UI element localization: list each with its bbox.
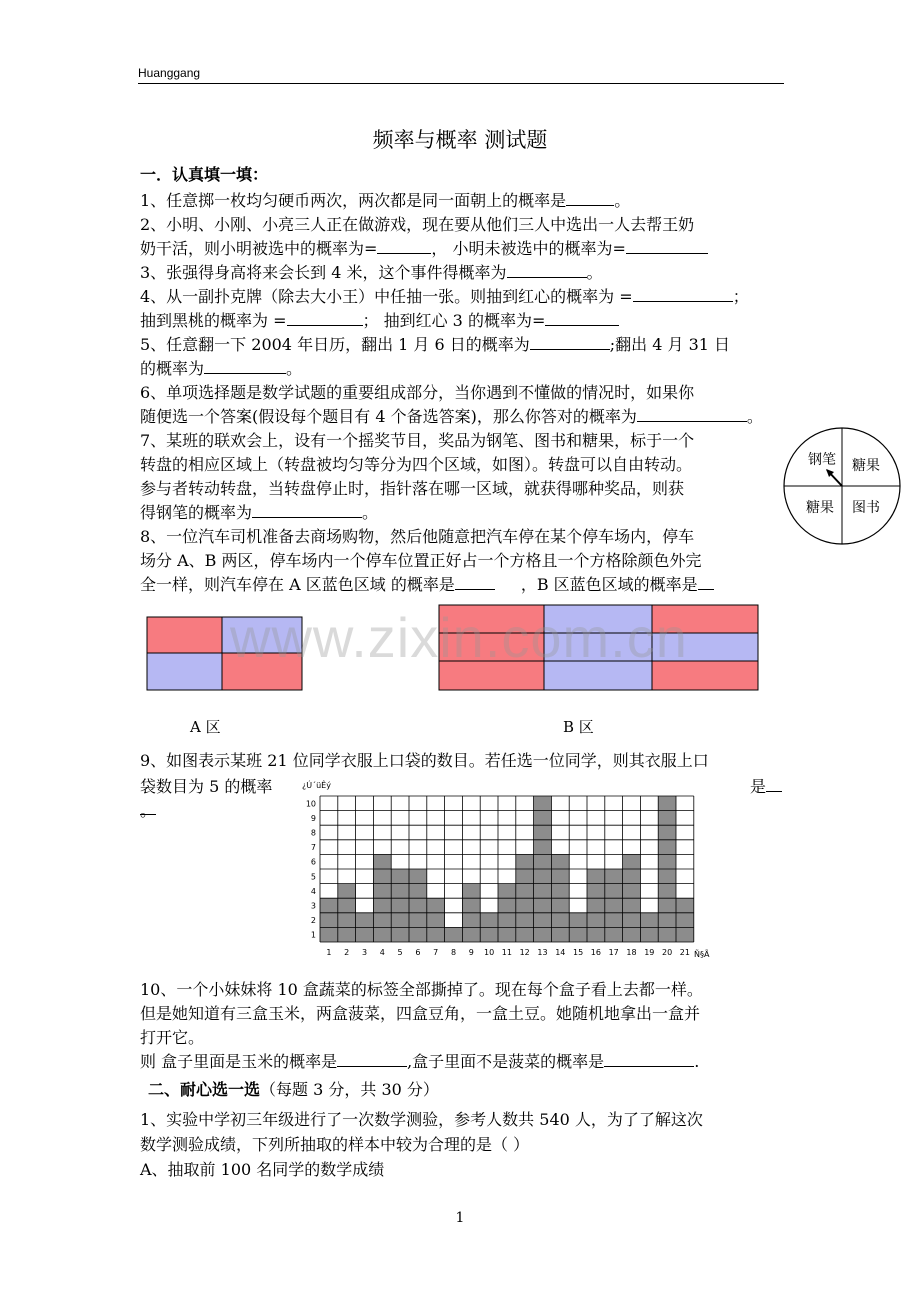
q7-text-b: 。 <box>362 503 379 522</box>
chart-x-tick: 8 <box>450 948 457 957</box>
section-2-title: 二、耐心选一选 <box>148 1080 261 1099</box>
q2-blank-1[interactable] <box>377 237 431 254</box>
chart-bar <box>409 869 427 942</box>
question-7-line-1: 7、某班的联欢会上，设有一个摇奖节目，奖品为钢笔、图书和糖果，标于一个 <box>140 431 695 450</box>
q9-text-b: 是 <box>750 777 767 796</box>
page-title: 频率与概率 测试题 <box>372 128 548 152</box>
spinner-label-candy-2: 糖果 <box>806 500 834 516</box>
question-1 <box>140 188 630 211</box>
chart-x-tick: 11 <box>501 948 512 957</box>
chart-x-tick: 2 <box>344 948 350 957</box>
s2-question-1-line-1: 1、实验中学初三年级进行了一次数学测验，参考人数共 540 人，为了了解这次 <box>140 1110 703 1129</box>
question-9-line-2: 袋数目为 5 的概率 <box>140 777 273 796</box>
question-9-line-2-end <box>750 774 782 797</box>
q9-blank[interactable] <box>766 775 782 792</box>
prize-spinner <box>782 426 904 548</box>
question-5-line-2 <box>140 356 302 379</box>
q10-blank-2[interactable] <box>604 1050 694 1067</box>
watermark: www.zixin.com.cn <box>230 606 688 669</box>
chart-x-tick: 7 <box>433 948 439 957</box>
q2-blank-2[interactable] <box>626 237 708 254</box>
page-header: Huanggang <box>138 66 201 80</box>
chart-x-tick: 3 <box>361 948 368 957</box>
q2-text-a: 奶干活，则小明被选中的概率为= <box>140 239 378 258</box>
question-2-line-1: 2、小明、小刚、小亮三人正在做游戏，现在要从他们三人中选出一人去帮王奶 <box>140 215 695 234</box>
q10-text-b: ,盒子里面不是菠菜的概率是 <box>407 1052 605 1071</box>
chart-y-tick: 3 <box>310 901 316 911</box>
chart-x-tick: 12 <box>519 948 530 957</box>
section-1-heading: 一．认真填一填： <box>140 165 269 184</box>
chart-x-tick: 5 <box>397 948 403 957</box>
chart-y-tick: 6 <box>310 857 316 867</box>
chart-y-ticks <box>306 799 316 939</box>
page-number: 1 <box>455 1210 465 1226</box>
question-9-line-3 <box>140 798 156 820</box>
question-10-line-4 <box>140 1049 699 1072</box>
chart-bar <box>391 869 409 942</box>
header-rule <box>138 83 784 84</box>
q4-text-c: 抽到黑桃的概率为 = <box>140 311 287 330</box>
section-2-heading <box>148 1077 439 1100</box>
question-10-line-1: 10、一个小妹妹将 10 盒蔬菜的标签全部撕掉了。现在每个盒子看上去都一样。 <box>140 980 703 999</box>
chart-x-tick: 20 <box>662 948 673 957</box>
question-8-line-2: 场分 A、B 两区，停车场内一个停车位置正好占一个方格且一个方格除颜色外完 <box>140 551 702 570</box>
q8-blank-2[interactable] <box>698 573 714 590</box>
chart-x-tick: 17 <box>608 948 619 957</box>
question-7-line-3: 参与者转动转盘，当转盘停止时，指针落在哪一区域，就获得哪种奖品，则获 <box>140 479 685 498</box>
q10-text-c: . <box>694 1052 700 1071</box>
chart-bar <box>427 898 445 942</box>
chart-bar <box>587 869 605 942</box>
chart-y-tick: 8 <box>310 828 316 838</box>
question-10-line-3: 打开它。 <box>140 1028 205 1047</box>
q8-text-b: ，B 区蓝色区域的概率是 <box>520 575 698 594</box>
area-a-cell-red <box>147 617 222 653</box>
q3-end: 。 <box>586 263 603 282</box>
q8-blank-1[interactable] <box>455 573 495 590</box>
question-8-line-3 <box>140 572 714 595</box>
q7-text-a: 得钢笔的概率为 <box>140 503 253 522</box>
q5-text-a: 5、任意翻一下 2004 年日历，翻出 1 月 6 日的概率为 <box>140 335 530 354</box>
question-6-line-2 <box>140 404 763 427</box>
section-2-note: （每题 3 分，共 30 分） <box>260 1080 439 1099</box>
question-7-line-2: 转盘的相应区域上（转盘被均匀等分为四个区域，如图）。转盘可以自由转动。 <box>140 455 693 474</box>
q7-blank[interactable] <box>252 501 362 518</box>
chart-bar <box>320 898 338 942</box>
question-6-line-1: 6、单项选择题是数学试题的重要组成部分，当你遇到不懂做的情况时，如果你 <box>140 383 695 402</box>
spinner-label-candy-1: 糖果 <box>852 458 880 474</box>
pocket-count-chart <box>300 780 730 962</box>
q5-text-d: 。 <box>286 359 303 378</box>
question-2-line-2 <box>140 236 708 259</box>
chart-bar <box>445 927 463 942</box>
chart-x-ticks <box>326 948 690 957</box>
q6-text-a: 随便选一个答案(假设每个题目有 4 个备选答案)，那么你答对的概率为 <box>140 407 637 426</box>
chart-x-tick: 9 <box>468 948 474 957</box>
chart-y-tick: 4 <box>310 886 316 896</box>
q6-blank[interactable] <box>637 405 747 422</box>
chart-x-tick: 10 <box>484 948 495 957</box>
question-7-line-4 <box>140 500 378 523</box>
q4-blank-2[interactable] <box>287 309 363 326</box>
q9-blank-cont <box>140 798 157 820</box>
chart-x-tick: 13 <box>537 948 548 957</box>
chart-x-tick: 21 <box>679 948 690 957</box>
chart-y-tick: 1 <box>310 930 316 940</box>
chart-x-tick: 16 <box>590 948 601 957</box>
question-5-line-1 <box>140 332 730 355</box>
area-b-label: B 区 <box>563 718 594 736</box>
question-3 <box>140 260 603 283</box>
chart-x-tick: 15 <box>573 948 584 957</box>
chart-x-axis-title: Ñ§Ã <box>694 950 710 959</box>
q5-blank-2[interactable] <box>204 357 286 374</box>
q6-text-b: 。 <box>746 407 763 426</box>
chart-x-tick: 19 <box>644 948 655 957</box>
q4-text-b: ； <box>732 287 749 306</box>
question-9-line-1: 9、如图表示某班 21 位同学衣服上口袋的数目。若任选一位同学，则其衣服上口 <box>140 751 709 770</box>
q8-text-a: 全一样，则汽车停在 A 区蓝色区域 的概率是 <box>140 575 455 594</box>
q3-text: 3、张强得身高将来会长到 4 米，这个事件得概率为 <box>140 263 507 282</box>
chart-y-tick: 7 <box>310 843 316 853</box>
chart-x-tick: 1 <box>326 948 332 957</box>
s2-question-1-line-2: 数学测验成绩，下列所抽取的样本中较为合理的是（ ） <box>140 1135 530 1154</box>
q4-blank-1[interactable] <box>633 285 733 302</box>
chart-x-tick: 14 <box>555 948 566 957</box>
chart-bar <box>676 898 694 942</box>
chart-bars <box>320 796 694 942</box>
chart-y-tick: 2 <box>310 916 316 926</box>
chart-y-tick: 9 <box>310 813 316 823</box>
chart-y-tick: 10 <box>305 799 316 809</box>
q5-blank-1[interactable] <box>530 333 610 350</box>
q2-text-b: ， 小明未被选中的概率为= <box>431 239 626 258</box>
q4-blank-3[interactable] <box>545 309 619 326</box>
question-4-line-1 <box>140 284 749 307</box>
area-a-label: A 区 <box>190 718 221 736</box>
chart-x-tick: 4 <box>379 948 385 957</box>
question-10-line-2: 但是她知道有三盒玉米，两盒菠菜，四盒豆角，一盒土豆。她随机地拿出一盒并 <box>140 1004 701 1023</box>
chart-x-tick: 6 <box>415 948 421 957</box>
q1-blank[interactable] <box>566 189 614 206</box>
q10-blank-1[interactable] <box>337 1050 407 1067</box>
spinner-label-book: 图书 <box>852 500 880 516</box>
chart-y-tick: 5 <box>310 872 316 882</box>
q5-text-b: ;翻出 4 月 31 日 <box>609 335 731 354</box>
q5-text-c: 的概率为 <box>140 359 205 378</box>
question-4-line-2 <box>140 308 619 331</box>
q10-text-a: 则 盒子里面是玉米的概率是 <box>140 1052 338 1071</box>
q1-text: 1、任意掷一枚均匀硬币两次，两次都是同一面朝上的概率是 <box>140 191 567 210</box>
q3-blank[interactable] <box>507 261 587 278</box>
s2-question-1-option-a[interactable]: A、抽取前 100 名同学的数学成绩 <box>140 1160 385 1179</box>
chart-bar <box>605 869 623 942</box>
question-8-line-1: 8、一位汽车司机准备去商场购物，然后他随意把汽车停在某个停车场内，停车 <box>140 527 695 546</box>
q9-end: 。 <box>140 801 157 820</box>
q4-text-a: 4、从一副扑克牌（除去大小王）中任抽一张。则抽到红心的概率为 = <box>140 287 633 306</box>
area-a-cell-blue <box>147 653 222 690</box>
q1-end: 。 <box>614 191 631 210</box>
q4-text-d: ； 抽到红心 3 的概率为= <box>362 311 546 330</box>
spinner-label-pen: 钢笔 <box>808 452 836 468</box>
chart-x-tick: 18 <box>626 948 637 957</box>
chart-y-axis-title: ¿Ú´üÊý <box>302 781 331 790</box>
